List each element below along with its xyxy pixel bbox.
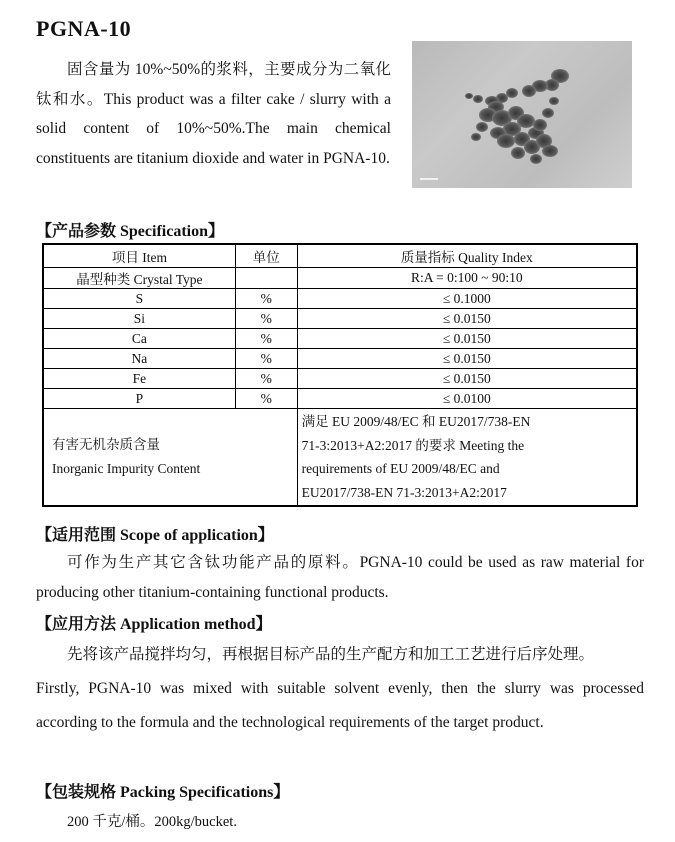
micrograph-graphic xyxy=(412,41,632,188)
impurity-line: EU2017/738-EN 71-3:2013+A2:2017 xyxy=(301,484,507,500)
row-unit: % xyxy=(235,309,297,329)
table-row xyxy=(43,349,637,369)
header-quality: 质量指标 Quality Index xyxy=(297,244,637,268)
packing-paragraph: 200 千克/桶。200kg/bucket. xyxy=(67,814,237,830)
table-row xyxy=(43,389,637,409)
row-value: ≤ 0.0150 xyxy=(297,309,637,329)
row-item: Ca xyxy=(43,329,235,349)
table-row xyxy=(43,309,637,329)
impurity-value xyxy=(297,409,637,507)
row-item: P xyxy=(43,389,235,409)
scale-bar xyxy=(420,178,438,180)
table-row xyxy=(43,329,637,349)
row-item: Na xyxy=(43,349,235,369)
impurity-label-cn: 有害无机杂质含量 xyxy=(52,437,160,452)
row-item: Fe xyxy=(43,369,235,389)
spec-table xyxy=(42,243,638,507)
row-value: ≤ 0.0150 xyxy=(297,369,637,389)
method-heading: 【应用方法 Application method】 xyxy=(36,616,272,633)
row-unit: % xyxy=(235,289,297,309)
header-unit: 单位 xyxy=(235,244,297,268)
table-row xyxy=(43,369,637,389)
row-item: 晶型种类 Crystal Type xyxy=(43,268,235,289)
table-row xyxy=(43,268,637,289)
row-value: R:A = 0:100 ~ 90:10 xyxy=(297,268,637,289)
row-item: Si xyxy=(43,309,235,329)
method-paragraph-en: Firstly, PGNA-10 was mixed with suitable solvent evenly, then the slurry was processed according to the formula and the technological requirements of the target product. xyxy=(36,680,644,731)
impurity-label xyxy=(43,409,297,507)
tem-micrograph xyxy=(412,41,632,188)
row-value: ≤ 0.0150 xyxy=(297,349,637,369)
row-unit: % xyxy=(235,329,297,349)
table-header-row xyxy=(43,244,637,268)
impurity-line: 满足 EU 2009/48/EC 和 EU2017/738-EN xyxy=(301,414,531,429)
header-item: 项目 Item xyxy=(43,244,235,268)
intro-paragraph: 固含量为 10%~50%的浆料，主要成分为二氧化钛和水。This product was a filter cake / slurry with a solid content of 10%~50%.The main chemical constituents are titanium dioxide and water in PGNA-10. xyxy=(36,61,391,167)
row-unit xyxy=(235,268,297,289)
row-unit: % xyxy=(235,389,297,409)
row-value: ≤ 0.0100 xyxy=(297,389,637,409)
method-paragraph-cn: 先将该产品搅拌均匀，再根据目标产品的生产配方和加工工艺进行后序处理。 xyxy=(67,646,595,663)
product-title: PGNA-10 xyxy=(36,16,132,41)
packing-heading: 【包装规格 Packing Specifications】 xyxy=(36,784,290,801)
impurity-line: requirements of EU 2009/48/EC and xyxy=(301,461,500,476)
row-value: ≤ 0.0150 xyxy=(297,329,637,349)
impurity-row xyxy=(43,409,637,507)
row-unit: % xyxy=(235,369,297,389)
spec-heading: 【产品参数 Specification】 xyxy=(36,223,224,240)
scope-heading: 【适用范围 Scope of application】 xyxy=(36,527,274,544)
row-value: ≤ 0.1000 xyxy=(297,289,637,309)
impurity-label-en: Inorganic Impurity Content xyxy=(52,461,201,476)
scope-paragraph: 可作为生产其它含钛功能产品的原料。PGNA-10 could be used as raw material for producing other titanium-containing functional products. xyxy=(36,554,644,601)
row-item: S xyxy=(43,289,235,309)
table-row xyxy=(43,289,637,309)
impurity-line: 71-3:2013+A2:2017 的要求 Meeting the xyxy=(301,437,525,453)
row-unit: % xyxy=(235,349,297,369)
